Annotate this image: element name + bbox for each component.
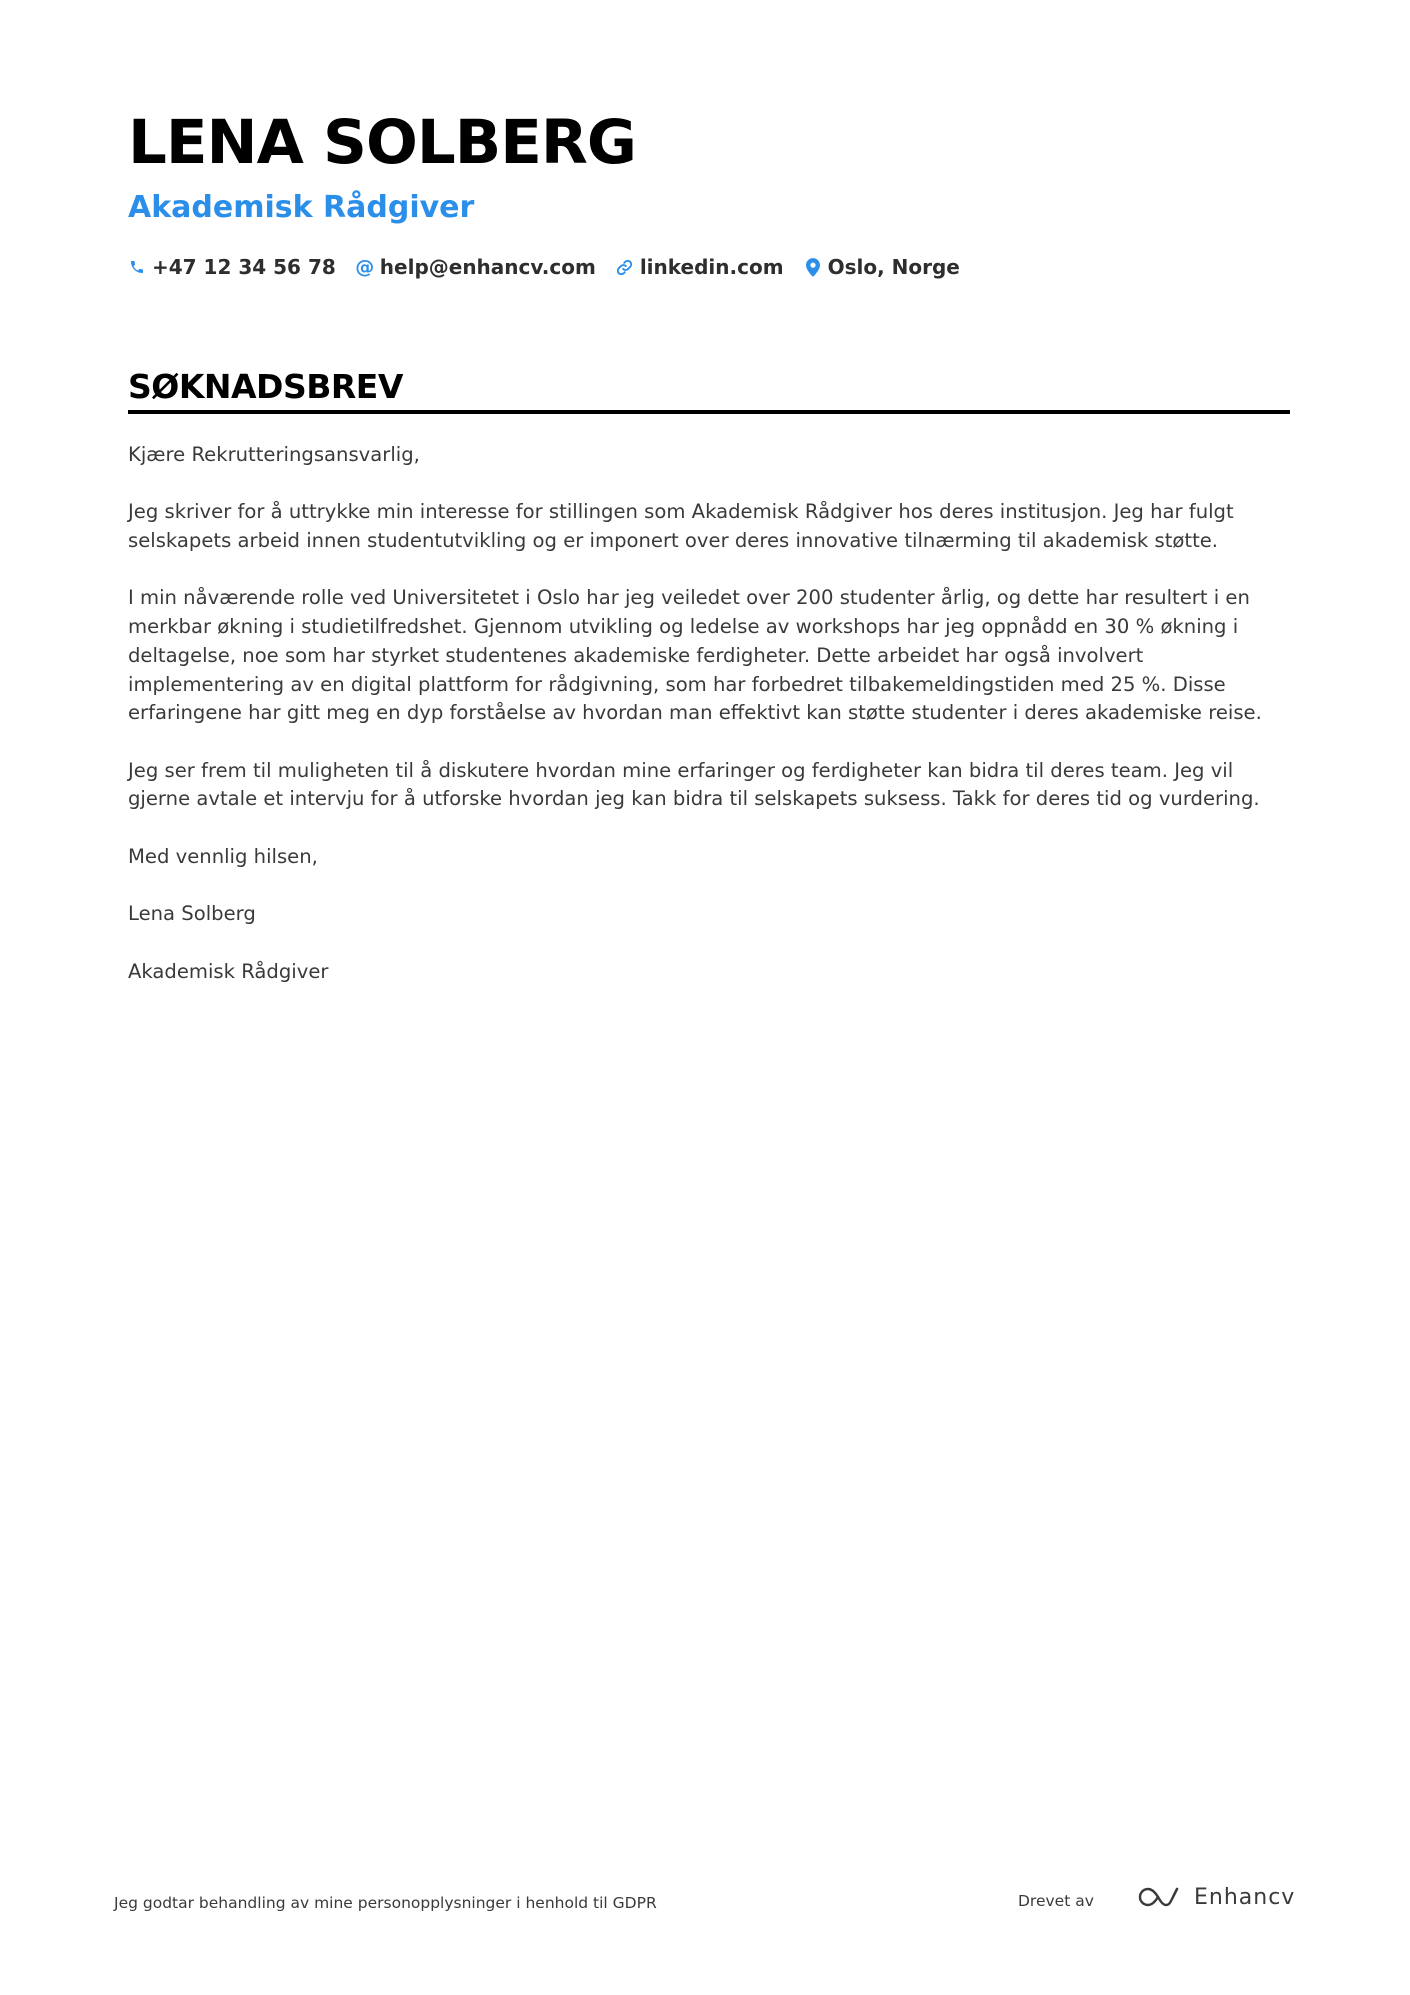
gdpr-consent: Jeg godtar behandling av mine personopplysninger i henhold til GDPR (114, 1894, 657, 1912)
signature-title: Akademisk Rådgiver (128, 959, 329, 983)
letter-paragraph-1: Jeg skriver for å uttrykke min interesse for stillingen som Akademisk Rådgiver hos deres institusjon. Jeg har fulgt selskapets arbeid innen studentutvikling og er imponert over deres innovative tilnærming til akademisk støtte. (128, 500, 1234, 553)
enhancv-brand[interactable] (1138, 1884, 1295, 1910)
enhancv-logo-icon (1138, 1884, 1186, 1910)
contact-email-text: help@enhancv.com (379, 255, 596, 279)
contact-phone-text: +47 12 34 56 78 (152, 255, 336, 279)
letter-paragraph-2: I min nåværende rolle ved Universitetet i Oslo har jeg veiledet over 200 studenter årlig, og dette har resultert i en merkbar økning i studietilfredshet. Gjennom utvikling og ledelse av workshops har jeg oppnådd en 30 % økning i deltagelse, noe som har styrket studentenes akademiske ferdigheter. Dette arbeidet har også involvert implementering av en digital plattform for rådgivning, som har forbedret tilbakemeldingstiden med 25 %. Disse erfaringene har gitt meg en dyp forståelse av hvordan man effektivt kan støtte studenter i deres akademiske reise. (128, 586, 1262, 725)
at-icon: @ (355, 255, 375, 278)
contact-linkedin[interactable] (616, 255, 784, 279)
candidate-role: Akademisk Rådgiver (128, 190, 475, 225)
signature-name: Lena Solberg (128, 902, 256, 926)
candidate-name: LENA SOLBERG (128, 107, 636, 178)
letter-paragraph-3: Jeg ser frem til muligheten til å diskutere hvordan mine erfaringer og ferdigheter kan bidra til deres team. Jeg vil gjerne avtale et intervju for å utforske hvordan jeg kan bidra til selskapets suksess. Takk for deres tid og vurdering. (128, 758, 1260, 811)
link-icon (616, 257, 634, 277)
contact-phone[interactable] (128, 255, 336, 279)
location-pin-icon (804, 257, 822, 277)
section-title: SØKNADSBREV (128, 367, 403, 406)
section-divider (128, 410, 1290, 414)
enhancv-brand-text: Enhancv (1194, 1884, 1296, 1910)
phone-icon (128, 257, 146, 277)
contact-linkedin-text: linkedin.com (639, 255, 784, 279)
contact-bar (128, 255, 980, 279)
letter-greeting: Kjære Rekrutteringsansvarlig, (128, 443, 420, 466)
powered-by-label: Drevet av (1018, 1892, 1094, 1910)
contact-email[interactable] (356, 255, 596, 279)
letter-closing: Med vennlig hilsen, (128, 844, 318, 868)
contact-location (804, 255, 960, 279)
contact-location-text: Oslo, Norge (827, 255, 960, 279)
letter-body (128, 441, 1293, 1015)
